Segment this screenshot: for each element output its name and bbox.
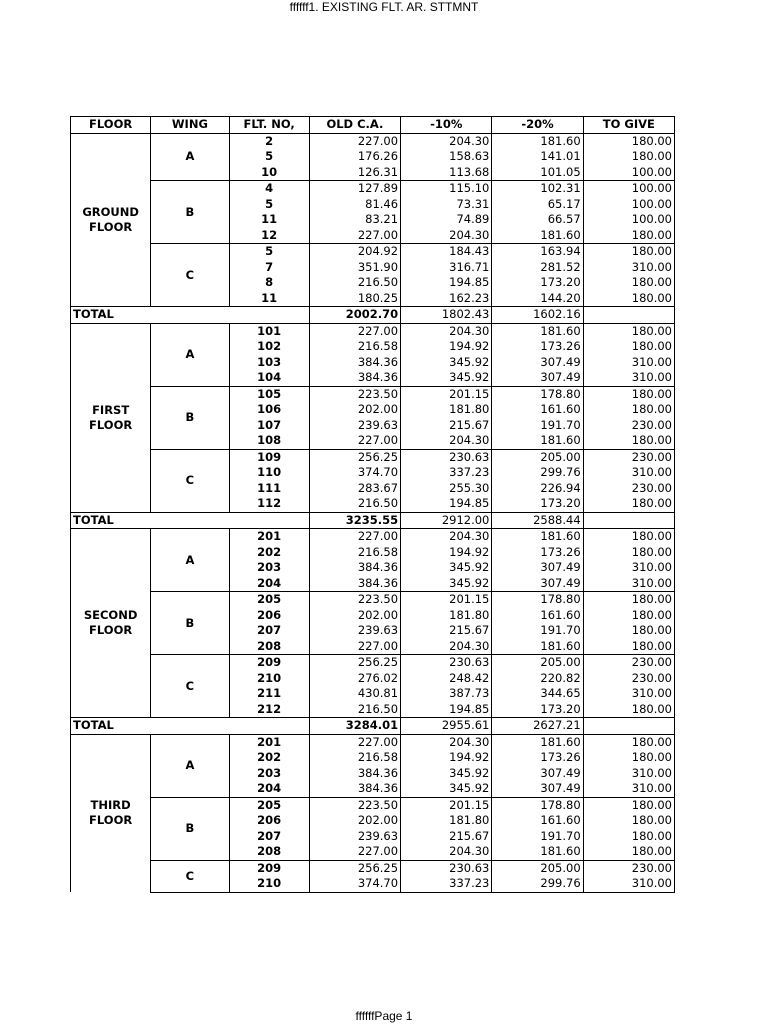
minus-20-cell: 161.60: [492, 608, 583, 624]
to-give-cell: 180.00: [583, 797, 674, 813]
minus-10-cell: 204.30: [401, 844, 492, 860]
old-ca-cell: 202.00: [309, 608, 400, 624]
minus-10-cell: 345.92: [401, 370, 492, 386]
total-minus-10: 2955.61: [401, 718, 492, 735]
column-header-wing: WING: [151, 117, 229, 134]
wing-cell: B: [151, 592, 229, 655]
flat-no-cell: 201: [229, 529, 309, 545]
table-row: [71, 860, 675, 876]
to-give-cell: 180.00: [583, 323, 674, 339]
old-ca-cell: 223.50: [309, 797, 400, 813]
floor-label: SECOND: [83, 608, 138, 622]
to-give-cell: 180.00: [583, 529, 674, 545]
flat-no-cell: 207: [229, 623, 309, 639]
total-old-ca: 2002.70: [309, 307, 400, 324]
table-row: [71, 592, 675, 608]
minus-10-cell: 204.30: [401, 433, 492, 449]
minus-10-cell: 194.85: [401, 275, 492, 291]
minus-20-cell: 191.70: [492, 418, 583, 434]
old-ca-cell: 127.89: [309, 181, 400, 197]
old-ca-cell: 239.63: [309, 623, 400, 639]
wing-cell: A: [151, 133, 229, 181]
flat-no-cell: 8: [229, 275, 309, 291]
floor-label: GROUND: [82, 204, 139, 219]
minus-10-cell: 255.30: [401, 481, 492, 497]
column-header-floor: FLOOR: [71, 117, 151, 134]
minus-20-cell: 205.00: [492, 655, 583, 671]
table-viewport: [70, 116, 680, 922]
flat-no-cell: 210: [229, 876, 309, 892]
to-give-cell: 180.00: [583, 339, 674, 355]
flat-no-cell: 202: [229, 750, 309, 766]
old-ca-cell: 227.00: [309, 529, 400, 545]
old-ca-cell: 384.36: [309, 766, 400, 782]
minus-10-cell: 204.30: [401, 639, 492, 655]
table-row: [71, 449, 675, 465]
old-ca-cell: 384.36: [309, 370, 400, 386]
flat-no-cell: 206: [229, 813, 309, 829]
to-give-cell: 310.00: [583, 355, 674, 371]
minus-10-cell: 337.23: [401, 465, 492, 481]
flat-no-cell: 12: [229, 228, 309, 244]
total-row: [71, 307, 675, 324]
minus-20-cell: 173.20: [492, 496, 583, 512]
to-give-cell: 180.00: [583, 639, 674, 655]
total-old-ca: 3235.55: [309, 512, 400, 529]
minus-10-cell: 345.92: [401, 560, 492, 576]
flat-no-cell: 106: [229, 402, 309, 418]
minus-20-cell: 181.60: [492, 433, 583, 449]
old-ca-cell: 81.46: [309, 197, 400, 213]
old-ca-cell: 216.58: [309, 339, 400, 355]
minus-10-cell: 194.85: [401, 496, 492, 512]
minus-20-cell: 226.94: [492, 481, 583, 497]
header-row: [71, 117, 675, 134]
minus-20-cell: 163.94: [492, 244, 583, 260]
to-give-cell: 310.00: [583, 876, 674, 892]
minus-20-cell: 307.49: [492, 766, 583, 782]
table-body: [71, 133, 675, 892]
minus-10-cell: 337.23: [401, 876, 492, 892]
floor-label: FLOOR: [89, 623, 133, 637]
floor-label: THIRD: [90, 798, 131, 813]
minus-20-cell: 161.60: [492, 402, 583, 418]
flat-no-cell: 5: [229, 244, 309, 260]
minus-10-cell: 204.30: [401, 323, 492, 339]
minus-20-cell: 178.80: [492, 592, 583, 608]
minus-10-cell: 201.15: [401, 592, 492, 608]
flat-no-cell: 211: [229, 686, 309, 702]
old-ca-cell: 351.90: [309, 260, 400, 276]
old-ca-cell: 384.36: [309, 355, 400, 371]
floor-label: FLOOR: [89, 813, 133, 828]
wing-cell: C: [151, 860, 229, 892]
minus-20-cell: 178.80: [492, 386, 583, 402]
table-row: [71, 323, 675, 339]
old-ca-cell: 216.50: [309, 275, 400, 291]
flat-no-cell: 112: [229, 496, 309, 512]
minus-20-cell: 141.01: [492, 149, 583, 165]
old-ca-cell: 384.36: [309, 781, 400, 797]
column-header-flat-no: FLT. NO,: [229, 117, 309, 134]
table-row: [71, 655, 675, 671]
old-ca-cell: 374.70: [309, 465, 400, 481]
flat-no-cell: 103: [229, 355, 309, 371]
minus-10-cell: 345.92: [401, 355, 492, 371]
to-give-cell: 100.00: [583, 212, 674, 228]
total-minus-20: 2627.21: [492, 718, 583, 735]
floor-label: FLOOR: [89, 219, 133, 234]
total-label: TOTAL: [71, 718, 310, 735]
minus-20-cell: 181.60: [492, 529, 583, 545]
table-row: [71, 133, 675, 149]
minus-20-cell: 173.26: [492, 545, 583, 561]
page-footer: ffffffPage 1: [355, 1009, 413, 1023]
to-give-cell: 180.00: [583, 592, 674, 608]
minus-10-cell: 184.43: [401, 244, 492, 260]
to-give-cell: 310.00: [583, 766, 674, 782]
total-minus-10: 2912.00: [401, 512, 492, 529]
minus-20-cell: 173.20: [492, 702, 583, 718]
minus-10-cell: 345.92: [401, 576, 492, 592]
old-ca-cell: 430.81: [309, 686, 400, 702]
wing-cell: A: [151, 529, 229, 592]
minus-20-cell: 281.52: [492, 260, 583, 276]
minus-20-cell: 101.05: [492, 165, 583, 181]
total-row: [71, 512, 675, 529]
to-give-cell: 310.00: [583, 686, 674, 702]
minus-10-cell: 248.42: [401, 671, 492, 687]
flat-no-cell: 204: [229, 781, 309, 797]
flat-no-cell: 208: [229, 639, 309, 655]
old-ca-cell: 239.63: [309, 829, 400, 845]
flat-no-cell: 102: [229, 339, 309, 355]
old-ca-cell: 204.92: [309, 244, 400, 260]
floor-cell: [71, 133, 151, 307]
minus-10-cell: 194.92: [401, 545, 492, 561]
minus-10-cell: 115.10: [401, 181, 492, 197]
flat-no-cell: 7: [229, 260, 309, 276]
total-minus-10: 1802.43: [401, 307, 492, 324]
total-row: [71, 718, 675, 735]
to-give-cell: 180.00: [583, 402, 674, 418]
to-give-cell: 230.00: [583, 655, 674, 671]
total-minus-20: 1602.16: [492, 307, 583, 324]
flat-no-cell: 5: [229, 197, 309, 213]
flat-no-cell: 203: [229, 766, 309, 782]
minus-20-cell: 173.20: [492, 275, 583, 291]
old-ca-cell: 216.58: [309, 545, 400, 561]
minus-20-cell: 299.76: [492, 465, 583, 481]
to-give-cell: 180.00: [583, 386, 674, 402]
to-give-cell: 180.00: [583, 734, 674, 750]
minus-10-cell: 204.30: [401, 734, 492, 750]
flat-no-cell: 205: [229, 797, 309, 813]
wing-cell: B: [151, 181, 229, 244]
minus-10-cell: 204.30: [401, 529, 492, 545]
to-give-cell: 180.00: [583, 149, 674, 165]
old-ca-cell: 202.00: [309, 813, 400, 829]
minus-10-cell: 345.92: [401, 781, 492, 797]
to-give-cell: 180.00: [583, 496, 674, 512]
old-ca-cell: 227.00: [309, 433, 400, 449]
old-ca-cell: 256.25: [309, 860, 400, 876]
total-label: TOTAL: [71, 307, 310, 324]
flat-no-cell: 107: [229, 418, 309, 434]
old-ca-cell: 239.63: [309, 418, 400, 434]
minus-10-cell: 194.92: [401, 339, 492, 355]
total-minus-20: 2588.44: [492, 512, 583, 529]
to-give-cell: 310.00: [583, 370, 674, 386]
old-ca-cell: 216.50: [309, 702, 400, 718]
wing-cell: B: [151, 797, 229, 860]
flat-no-cell: 11: [229, 291, 309, 307]
to-give-cell: 230.00: [583, 860, 674, 876]
flat-no-cell: 201: [229, 734, 309, 750]
minus-20-cell: 181.60: [492, 323, 583, 339]
flat-no-cell: 110: [229, 465, 309, 481]
minus-10-cell: 158.63: [401, 149, 492, 165]
to-give-cell: 180.00: [583, 244, 674, 260]
minus-20-cell: 205.00: [492, 860, 583, 876]
flat-no-cell: 101: [229, 323, 309, 339]
floor-cell: [71, 323, 151, 512]
minus-10-cell: 387.73: [401, 686, 492, 702]
flat-no-cell: 206: [229, 608, 309, 624]
to-give-cell: 230.00: [583, 418, 674, 434]
to-give-cell: 180.00: [583, 623, 674, 639]
old-ca-cell: 227.00: [309, 639, 400, 655]
minus-20-cell: 307.49: [492, 370, 583, 386]
minus-10-cell: 316.71: [401, 260, 492, 276]
flat-no-cell: 208: [229, 844, 309, 860]
minus-20-cell: 66.57: [492, 212, 583, 228]
minus-20-cell: 191.70: [492, 829, 583, 845]
to-give-cell: 230.00: [583, 481, 674, 497]
minus-10-cell: 230.63: [401, 655, 492, 671]
to-give-cell: 100.00: [583, 197, 674, 213]
to-give-cell: 180.00: [583, 750, 674, 766]
minus-10-cell: 204.30: [401, 228, 492, 244]
table-row: [71, 181, 675, 197]
wing-cell: C: [151, 244, 229, 307]
minus-10-cell: 181.80: [401, 813, 492, 829]
old-ca-cell: 227.00: [309, 734, 400, 750]
total-label: TOTAL: [71, 512, 310, 529]
to-give-cell: 310.00: [583, 781, 674, 797]
floor-cell: [71, 529, 151, 718]
minus-10-cell: 181.80: [401, 402, 492, 418]
old-ca-cell: 227.00: [309, 228, 400, 244]
flat-no-cell: 210: [229, 671, 309, 687]
minus-10-cell: 74.89: [401, 212, 492, 228]
old-ca-cell: 83.21: [309, 212, 400, 228]
minus-10-cell: 215.67: [401, 829, 492, 845]
minus-20-cell: 307.49: [492, 355, 583, 371]
minus-20-cell: 191.70: [492, 623, 583, 639]
page-header: ffffff1. EXISTING FLT. AR. STTMNT: [289, 0, 479, 14]
old-ca-cell: 223.50: [309, 386, 400, 402]
total-to-give: [583, 307, 674, 324]
column-header-minus-10: -10%: [401, 117, 492, 134]
minus-20-cell: 181.60: [492, 844, 583, 860]
to-give-cell: 180.00: [583, 813, 674, 829]
minus-20-cell: 307.49: [492, 560, 583, 576]
to-give-cell: 180.00: [583, 608, 674, 624]
to-give-cell: 180.00: [583, 291, 674, 307]
minus-20-cell: 299.76: [492, 876, 583, 892]
minus-20-cell: 178.80: [492, 797, 583, 813]
table-row: [71, 734, 675, 750]
minus-20-cell: 220.82: [492, 671, 583, 687]
to-give-cell: 310.00: [583, 576, 674, 592]
flat-no-cell: 207: [229, 829, 309, 845]
wing-cell: A: [151, 323, 229, 386]
flat-no-cell: 109: [229, 449, 309, 465]
to-give-cell: 180.00: [583, 275, 674, 291]
total-old-ca: 3284.01: [309, 718, 400, 735]
minus-10-cell: 230.63: [401, 449, 492, 465]
floor-label: FIRST: [92, 402, 130, 417]
minus-20-cell: 173.26: [492, 750, 583, 766]
minus-20-cell: 144.20: [492, 291, 583, 307]
old-ca-cell: 216.58: [309, 750, 400, 766]
flat-no-cell: 108: [229, 433, 309, 449]
minus-20-cell: 161.60: [492, 813, 583, 829]
minus-20-cell: 181.60: [492, 639, 583, 655]
minus-20-cell: 181.60: [492, 228, 583, 244]
old-ca-cell: 384.36: [309, 576, 400, 592]
flat-no-cell: 204: [229, 576, 309, 592]
old-ca-cell: 216.50: [309, 496, 400, 512]
to-give-cell: 180.00: [583, 228, 674, 244]
minus-10-cell: 162.23: [401, 291, 492, 307]
flat-no-cell: 202: [229, 545, 309, 561]
old-ca-cell: 176.26: [309, 149, 400, 165]
minus-10-cell: 230.63: [401, 860, 492, 876]
flat-area-table: [70, 116, 675, 893]
old-ca-cell: 276.02: [309, 671, 400, 687]
total-to-give: [583, 512, 674, 529]
minus-20-cell: 205.00: [492, 449, 583, 465]
old-ca-cell: 256.25: [309, 449, 400, 465]
flat-no-cell: 209: [229, 860, 309, 876]
to-give-cell: 310.00: [583, 260, 674, 276]
wing-cell: A: [151, 734, 229, 797]
minus-10-cell: 201.15: [401, 386, 492, 402]
old-ca-cell: 227.00: [309, 133, 400, 149]
minus-10-cell: 215.67: [401, 418, 492, 434]
flat-no-cell: 209: [229, 655, 309, 671]
flat-no-cell: 111: [229, 481, 309, 497]
column-header-to-give: TO GIVE: [583, 117, 674, 134]
to-give-cell: 100.00: [583, 165, 674, 181]
flat-no-cell: 105: [229, 386, 309, 402]
old-ca-cell: 384.36: [309, 560, 400, 576]
column-header-minus-20: -20%: [492, 117, 583, 134]
to-give-cell: 180.00: [583, 844, 674, 860]
to-give-cell: 180.00: [583, 545, 674, 561]
flat-no-cell: 104: [229, 370, 309, 386]
minus-10-cell: 113.68: [401, 165, 492, 181]
minus-10-cell: 204.30: [401, 133, 492, 149]
column-header-old-ca: OLD C.A.: [309, 117, 400, 134]
floor-cell: [71, 734, 151, 892]
to-give-cell: 180.00: [583, 133, 674, 149]
flat-no-cell: 11: [229, 212, 309, 228]
minus-20-cell: 181.60: [492, 133, 583, 149]
minus-20-cell: 307.49: [492, 576, 583, 592]
flat-no-cell: 203: [229, 560, 309, 576]
minus-20-cell: 181.60: [492, 734, 583, 750]
to-give-cell: 180.00: [583, 829, 674, 845]
minus-10-cell: 181.80: [401, 608, 492, 624]
to-give-cell: 230.00: [583, 449, 674, 465]
table-row: [71, 244, 675, 260]
flat-no-cell: 205: [229, 592, 309, 608]
minus-20-cell: 102.31: [492, 181, 583, 197]
minus-10-cell: 194.85: [401, 702, 492, 718]
to-give-cell: 180.00: [583, 433, 674, 449]
to-give-cell: 180.00: [583, 702, 674, 718]
minus-10-cell: 345.92: [401, 766, 492, 782]
to-give-cell: 310.00: [583, 465, 674, 481]
wing-cell: C: [151, 449, 229, 512]
minus-20-cell: 173.26: [492, 339, 583, 355]
old-ca-cell: 180.25: [309, 291, 400, 307]
minus-20-cell: 65.17: [492, 197, 583, 213]
to-give-cell: 100.00: [583, 181, 674, 197]
old-ca-cell: 202.00: [309, 402, 400, 418]
minus-10-cell: 201.15: [401, 797, 492, 813]
flat-no-cell: 212: [229, 702, 309, 718]
old-ca-cell: 283.67: [309, 481, 400, 497]
wing-cell: C: [151, 655, 229, 718]
minus-10-cell: 73.31: [401, 197, 492, 213]
old-ca-cell: 223.50: [309, 592, 400, 608]
flat-no-cell: 2: [229, 133, 309, 149]
old-ca-cell: 374.70: [309, 876, 400, 892]
old-ca-cell: 126.31: [309, 165, 400, 181]
minus-20-cell: 307.49: [492, 781, 583, 797]
old-ca-cell: 227.00: [309, 323, 400, 339]
minus-20-cell: 344.65: [492, 686, 583, 702]
floor-label: FLOOR: [89, 417, 133, 432]
old-ca-cell: 227.00: [309, 844, 400, 860]
flat-no-cell: 5: [229, 149, 309, 165]
minus-10-cell: 194.92: [401, 750, 492, 766]
wing-cell: B: [151, 386, 229, 449]
table-row: [71, 386, 675, 402]
flat-no-cell: 10: [229, 165, 309, 181]
to-give-cell: 230.00: [583, 671, 674, 687]
old-ca-cell: 256.25: [309, 655, 400, 671]
table-row: [71, 529, 675, 545]
table-row: [71, 797, 675, 813]
flat-no-cell: 4: [229, 181, 309, 197]
minus-10-cell: 215.67: [401, 623, 492, 639]
to-give-cell: 310.00: [583, 560, 674, 576]
total-to-give: [583, 718, 674, 735]
